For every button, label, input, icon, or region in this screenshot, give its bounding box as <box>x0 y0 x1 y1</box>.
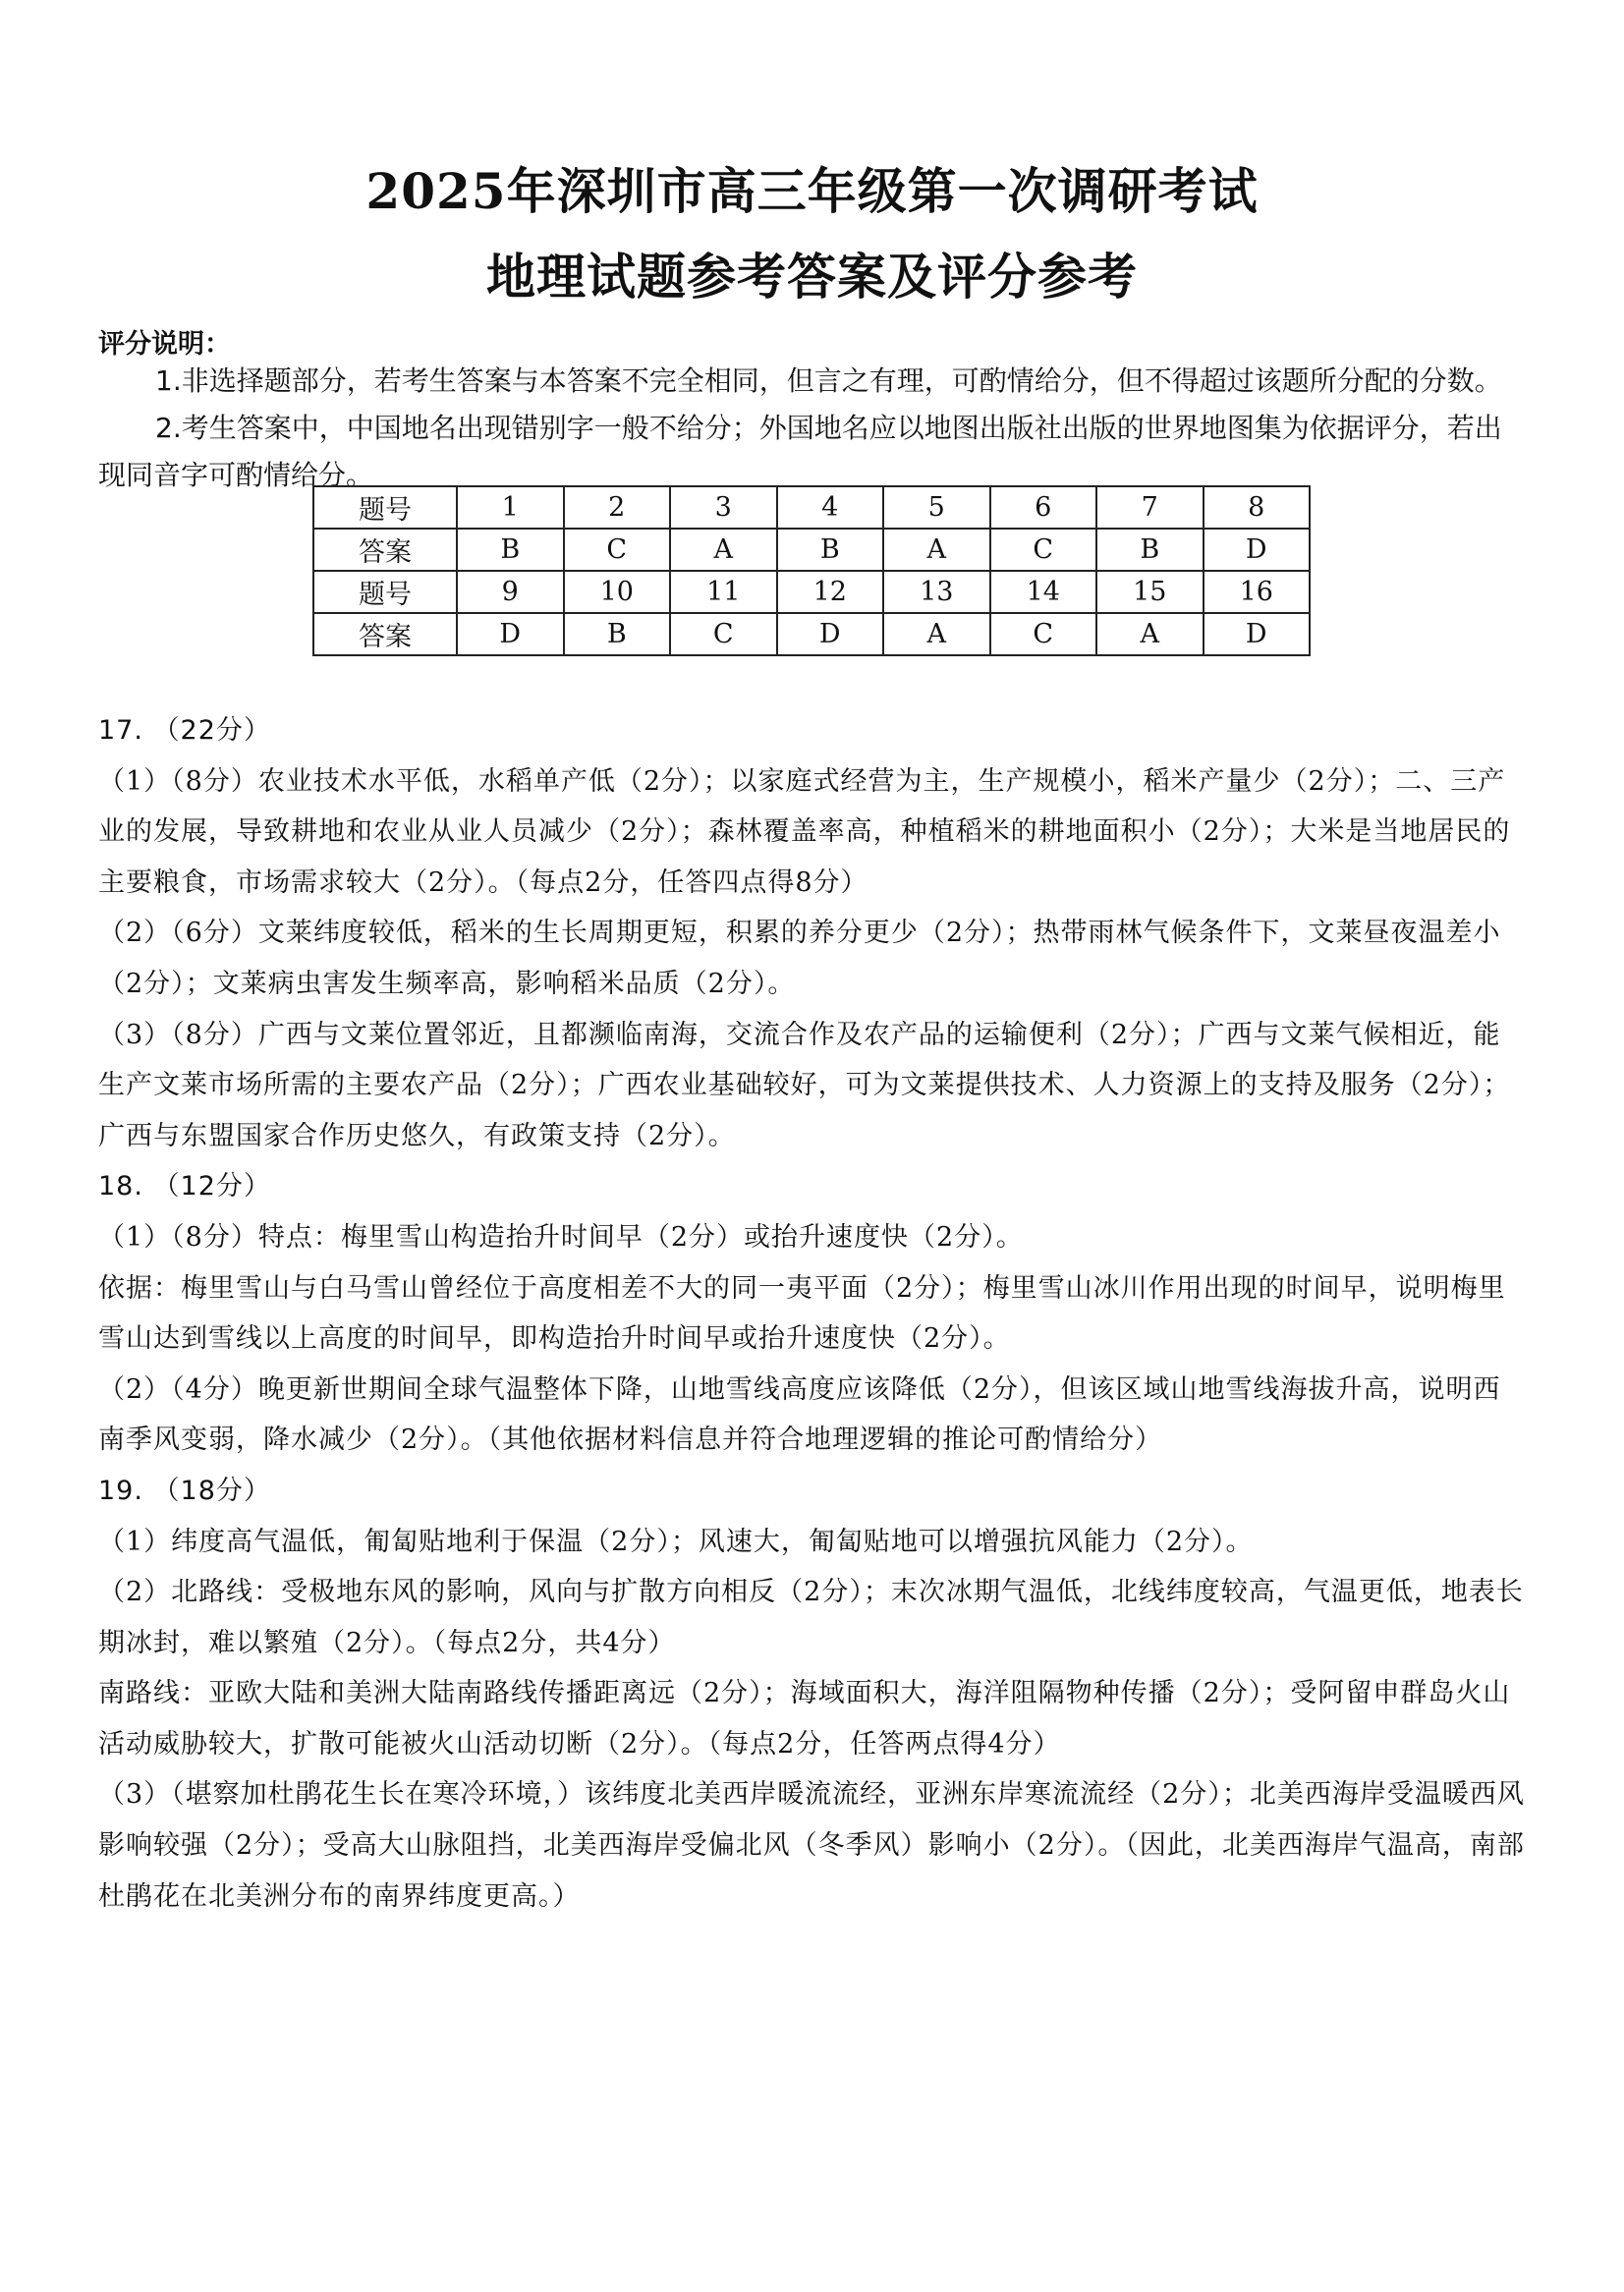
table-row <box>313 529 1310 571</box>
table-cell: 12 <box>777 571 884 613</box>
page-subtitle: 地理试题参考答案及评分参考 <box>486 248 1138 306</box>
question-19-part-3: （3）（堪察加杜鹃花生长在寒冷环境，）该纬度北美西岸暖流流经，亚洲东岸寒流流经（2分）；北美西海岸受温暖西风影响较强（2分）；受高大山脉阻挡，北美西海岸受偏北风（冬季风）影响小（2分）。（因此，北美西海岸气温高，南部杜鹃花在北美洲分布的南界纬度更高。） <box>98 1779 1525 1912</box>
table-cell: 1 <box>457 486 564 529</box>
scoring-note-1: 1.非选择题部分，若考生答案与本答案不完全相同，但言之有理，可酌情给分，但不得超过该题所分配的分数。 <box>155 364 1502 397</box>
table-row <box>313 613 1310 655</box>
table-cell: B <box>564 613 671 655</box>
table-cell: D <box>1204 529 1311 571</box>
scoring-note-2: 2.考生答案中，中国地名出现错别字一般不给分；外国地名应以地图出版社出版的世界地图集为依据评分，若出现同音字可酌情给分。 <box>98 412 1502 491</box>
table-cell: A <box>883 529 990 571</box>
table-cell: 3 <box>670 486 777 529</box>
question-19-part-1: （1）纬度高气温低，匍匐贴地利于保温（2分）；风速大，匍匐贴地可以增强抗风能力（2分）。 <box>98 1526 1254 1557</box>
table-cell: C <box>564 529 671 571</box>
table-cell: 14 <box>990 571 1097 613</box>
table-cell: D <box>1204 613 1311 655</box>
table-cell: C <box>670 613 777 655</box>
table-cell: 4 <box>777 486 884 529</box>
question-19-part-2-north: （2）北路线：受极地东风的影响，风向与扩散方向相反（2分）；末次冰期气温低，北线纬度较高，气温更低，地表长期冰封，难以繁殖（2分）。（每点2分，共4分） <box>98 1577 1524 1658</box>
question-17-part-1: （1）（8分）农业技术水平低，水稻单产低（2分）；以家庭式经营为主，生产规模小，稻米产量少（2分）；二、三产业的发展，导致耕地和农业从业人员减少（2分）；森林覆盖率高，种植稻米的耕地面积小（2分）；大米是当地居民的主要粮食，市场需求较大（2分）。（每点2分，任答四点得8分） <box>98 765 1511 898</box>
question-18-part-2: （2）（4分）晚更新世期间全球气温整体下降，山地雪线高度应该降低（2分），但该区域山地雪线海拔升高，说明西南季风变弱，降水减少（2分）。（其他依据材料信息并符合地理逻辑的推论可酌情给分） <box>98 1373 1501 1456</box>
table-cell: 6 <box>990 486 1097 529</box>
answers-body <box>98 705 1528 1922</box>
table-cell: 10 <box>564 571 671 613</box>
table-cell: 7 <box>1096 486 1204 529</box>
table-row <box>313 486 1310 529</box>
table-cell: B <box>457 529 564 571</box>
table-cell: A <box>1096 613 1204 655</box>
table-cell: 16 <box>1204 571 1311 613</box>
table-cell: D <box>457 613 564 655</box>
table-cell: 2 <box>564 486 671 529</box>
table-cell: C <box>990 613 1097 655</box>
table-cell: 15 <box>1096 571 1204 613</box>
question-18-heading: 18. （12分） <box>98 1171 271 1202</box>
table-cell: 题号 <box>313 571 457 613</box>
question-18-basis: 依据：梅里雪山与白马雪山曾经位于高度相差不大的同一夷平面（2分）；梅里雪山冰川作用出现的时间早，说明梅里雪山达到雪线以上高度的时间早，即构造抬升时间早或抬升速度快（2分）。 <box>98 1272 1506 1355</box>
table-cell: B <box>1096 529 1204 571</box>
table-cell: 9 <box>457 571 564 613</box>
table-cell: A <box>670 529 777 571</box>
table-cell: 答案 <box>313 613 457 655</box>
table-cell: D <box>777 613 884 655</box>
question-17-part-3: （3）（8分）广西与文莱位置邻近，且都濒临南海，交流合作及农产品的运输便利（2分）；广西与文莱气候相近，能生产文莱市场所需的主要农产品（2分）；广西农业基础较好，可为文莱提供技术、人力资源上的支持及服务（2分）；广西与东盟国家合作历史悠久，有政策支持（2分）。 <box>98 1019 1511 1151</box>
question-17-heading: 17. （22分） <box>98 715 271 746</box>
table-cell: B <box>777 529 884 571</box>
table-cell: 题号 <box>313 486 457 529</box>
table-cell: 5 <box>883 486 990 529</box>
question-19-heading: 19. （18分） <box>98 1475 271 1506</box>
answer-table <box>312 485 1311 656</box>
table-cell: 13 <box>883 571 990 613</box>
question-17-part-2: （2）（6分）文莱纬度较低，稻米的生长周期更短，积累的养分更少（2分）；热带雨林气候条件下，文莱昼夜温差小（2分）；文莱病虫害发生频率高，影响稻米品质（2分）。 <box>98 918 1501 999</box>
question-18-part-1: （1）（8分）特点：梅里雪山构造抬升时间早（2分）或抬升速度快（2分）。 <box>98 1221 1024 1253</box>
table-cell: C <box>990 529 1097 571</box>
table-row <box>313 571 1310 613</box>
scoring-notes-heading: 评分说明： <box>98 329 231 360</box>
table-cell: A <box>883 613 990 655</box>
table-cell: 答案 <box>313 529 457 571</box>
question-19-part-2-south: 南路线：亚欧大陆和美洲大陆南路线传播距离远（2分）；海域面积大，海洋阻隔物种传播（2分）；受阿留申群岛火山活动威胁较大，扩散可能被火山活动切断（2分）。（每点2分，任答两点得4分） <box>98 1678 1511 1760</box>
table-cell: 8 <box>1204 486 1311 529</box>
page-title: 2025年深圳市高三年级第一次调研考试 <box>365 162 1259 220</box>
table-cell: 11 <box>670 571 777 613</box>
